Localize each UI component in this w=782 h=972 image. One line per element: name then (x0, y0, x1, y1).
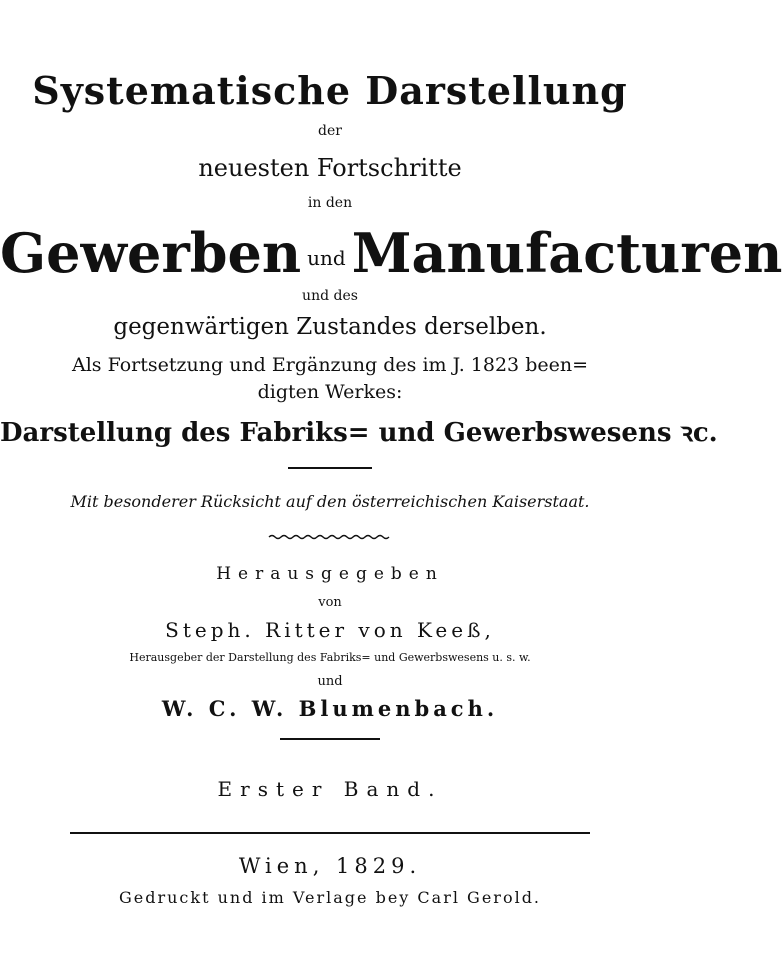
volume-label: Erster Band. (217, 777, 443, 801)
imprint-place-year: Wien, 1829. (238, 854, 422, 878)
editors-und: und (317, 674, 343, 689)
continuation-line-1: Als Fortsetzung und Ergänzung des im J. 1823 been= (72, 354, 588, 376)
title-line-3: neuesten Fortschritte (198, 154, 462, 182)
editor-2: W. C. W. Blumenbach. (161, 696, 499, 721)
divider-rule-2 (280, 738, 380, 740)
title-manufacturen: Manufacturen (351, 221, 782, 285)
continuation-line-2: digten Werkes: (257, 381, 403, 403)
imprint-publisher: Gedruckt und im Verlage bey Carl Gerold. (118, 888, 542, 907)
divider-rule-1 (288, 467, 372, 469)
title-line-1: Systematische Darstellung (32, 68, 628, 113)
continuation-line-3: Darstellung des Fabriks= und Gewerbswesens ꝛc. (0, 418, 718, 448)
editors-intro: Herausgegeben (216, 564, 444, 584)
title-line-7: gegenwärtigen Zustandes derselben. (113, 314, 547, 340)
title-line-6: und des (302, 288, 358, 304)
title-line-5 (0, 221, 782, 285)
title-und: und (307, 245, 346, 270)
editor-1: Steph. Ritter von Keeß, (165, 618, 495, 642)
editor-1-role: Herausgeber der Darstellung des Fabriks= und Gewerbswesens u. s. w. (129, 651, 531, 664)
title-line-4: in den (307, 195, 353, 211)
editors-von: von (318, 595, 342, 610)
divider-rule-3 (70, 832, 590, 834)
subtitle: Mit besonderer Rücksicht auf den österreichischen Kaiserstaat. (70, 492, 590, 511)
title-gewerben: Gewerben (0, 221, 302, 285)
title-line-2: der (318, 123, 342, 139)
wave-ornament (269, 534, 389, 540)
